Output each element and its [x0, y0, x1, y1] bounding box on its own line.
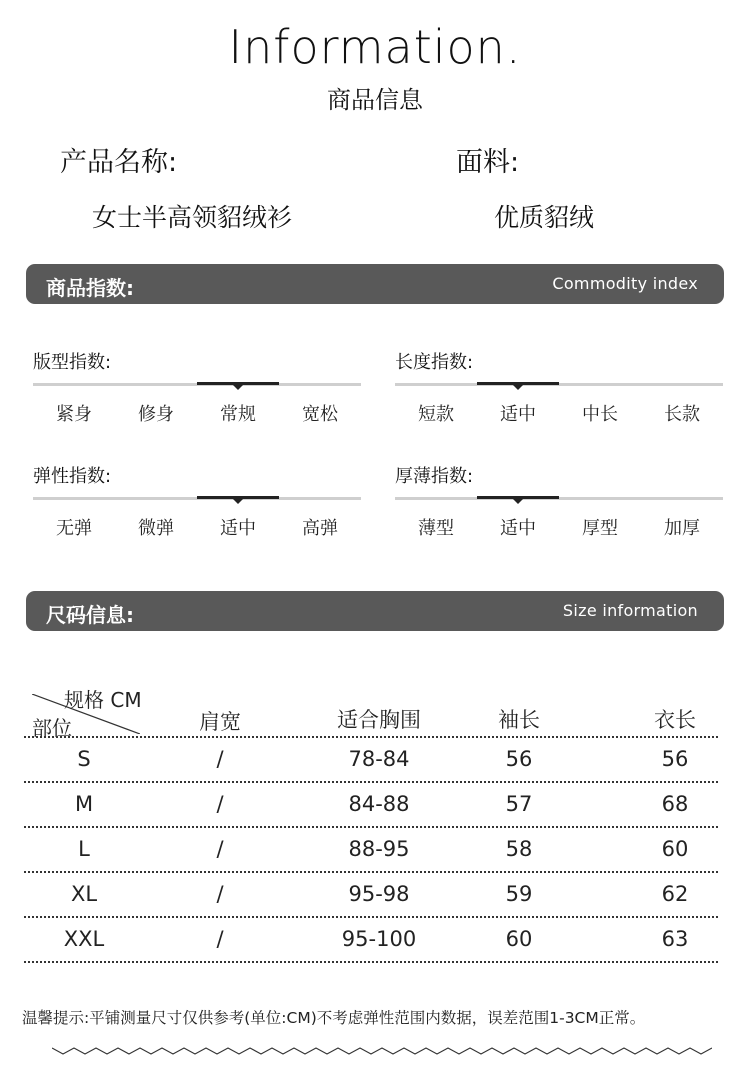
fit-index-label: 版型指数:: [33, 352, 112, 373]
table-divider: [24, 871, 718, 873]
shoulder-width-cell: /: [216, 882, 224, 906]
elasticity-index-marker-icon: [233, 499, 243, 504]
shoulder-width-cell: /: [216, 837, 224, 861]
column-header-garment-length: 衣长: [654, 708, 696, 732]
table-divider: [24, 961, 718, 963]
elasticity-option: 适中: [220, 518, 256, 539]
column-header-sleeve-length: 袖长: [498, 708, 540, 732]
elasticity-option: 高弹: [302, 518, 338, 539]
length-option: 适中: [500, 404, 536, 425]
size-cell: XXL: [63, 927, 105, 951]
shoulder-width-cell: /: [216, 927, 224, 951]
product-name-value: 女士半高领貂绒衫: [92, 203, 293, 232]
fit-option: 常规: [220, 404, 256, 425]
length-option: 长款: [664, 404, 700, 425]
size-info-header: [26, 591, 724, 631]
shoulder-width-cell: /: [216, 792, 224, 816]
garment-length-cell: 56: [661, 747, 689, 771]
garment-length-cell: 60: [661, 837, 689, 861]
table-corner-part: 部位: [32, 716, 72, 740]
column-header-shoulder-width: 肩宽: [199, 710, 241, 734]
elasticity-index-scale: [33, 497, 361, 500]
commodity-index-title-en: Commodity index: [552, 274, 698, 293]
product-name-label: 产品名称:: [60, 147, 178, 178]
thickness-option: 薄型: [418, 518, 454, 539]
size-cell: L: [78, 837, 90, 861]
chest-cell: 95-100: [341, 927, 417, 951]
table-divider: [24, 826, 718, 828]
measurement-note: 温馨提示:平铺测量尺寸仅供参考(单位:CM)不考虑弹性范围内数据，误差范围1-3CM正常。: [22, 1009, 646, 1027]
sleeve-length-cell: 57: [505, 792, 533, 816]
size-info-title-en: Size information: [562, 601, 698, 620]
sleeve-length-cell: 59: [505, 882, 533, 906]
sleeve-length-cell: 60: [505, 927, 533, 951]
chest-cell: 84-88: [348, 792, 410, 816]
fit-option: 紧身: [56, 404, 92, 425]
size-info-title: 尺码信息:: [46, 603, 134, 627]
thickness-option: 适中: [500, 518, 536, 539]
fabric-value: 优质貂绒: [494, 203, 595, 232]
garment-length-cell: 62: [661, 882, 689, 906]
thickness-index-marker-icon: [513, 499, 523, 504]
garment-length-cell: 68: [661, 792, 689, 816]
thickness-index-scale: [395, 497, 723, 500]
chest-cell: 88-95: [348, 837, 410, 861]
size-cell: XL: [70, 882, 98, 906]
fit-option: 宽松: [302, 404, 338, 425]
shoulder-width-cell: /: [216, 747, 224, 771]
elasticity-option: 无弹: [56, 518, 92, 539]
chest-cell: 78-84: [348, 747, 410, 771]
fit-index-scale: [33, 383, 361, 386]
elasticity-index-label: 弹性指数:: [33, 466, 112, 487]
sleeve-length-cell: 56: [505, 747, 533, 771]
length-option: 中长: [582, 404, 618, 425]
table-corner-spec: 规格 CM: [64, 688, 142, 712]
thickness-option: 加厚: [664, 518, 700, 539]
length-index-scale: [395, 383, 723, 386]
length-option: 短款: [418, 404, 454, 425]
size-cell: S: [77, 747, 91, 771]
title-chinese: 商品信息: [327, 86, 423, 114]
fit-option: 修身: [138, 404, 174, 425]
column-header-chest: 适合胸围: [337, 708, 421, 732]
length-index-marker-icon: [513, 385, 523, 390]
sleeve-length-cell: 58: [505, 837, 533, 861]
chest-cell: 95-98: [348, 882, 410, 906]
thickness-index-label: 厚薄指数:: [395, 466, 474, 487]
size-cell: M: [74, 792, 94, 816]
garment-length-cell: 63: [661, 927, 689, 951]
length-index-label: 长度指数:: [395, 352, 474, 373]
elasticity-option: 微弹: [138, 518, 174, 539]
title-english: Information.: [228, 20, 522, 74]
table-divider: [24, 781, 718, 783]
thickness-option: 厚型: [582, 518, 618, 539]
commodity-index-title: 商品指数:: [46, 276, 134, 300]
fabric-label: 面料:: [456, 147, 520, 178]
table-divider: [24, 736, 718, 738]
fit-index-marker-icon: [233, 385, 243, 390]
commodity-index-header: [26, 264, 724, 304]
wave-divider: [52, 1046, 712, 1056]
table-divider: [24, 916, 718, 918]
